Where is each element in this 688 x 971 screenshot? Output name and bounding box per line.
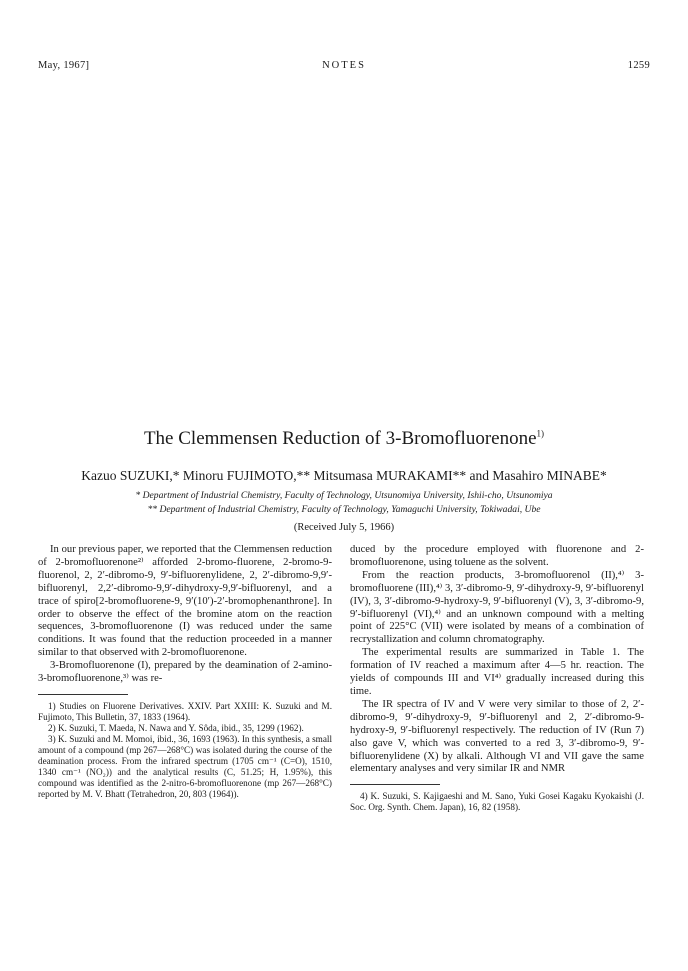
- body-paragraph: duced by the procedure employed with fluorenone and 2-bromofluorenone, using toluene as the solvent.: [350, 544, 644, 568]
- right-column: [350, 544, 644, 813]
- footnote: 3) K. Suzuki and M. Momoi, ibid., 36, 1693 (1963). In this synthesis, a small amount of a compound (mp 267—268°C) was isolated during the course of the deamination process. From the infrared spectrum (1705 cm⁻¹ (C=O), 1510, 1340 cm⁻¹ (NO₂)) and the analytical results (C, 51.25; H, 1.95%), this compound was identified as the 2-nitro-6-bromofluorenone (mp 267—268°C) reported by M. V. Bhatt (Tetrahedron, 20, 803 (1964)).: [38, 733, 332, 799]
- footnotes-right: [350, 791, 644, 813]
- body-paragraph: From the reaction products, 3-bromofluorenol (II),⁴⁾ 3-bromofluorene (III),⁴⁾ 3, 3′-dibromo-9, 9′-dihydroxy-9, 9′-bifluorenyl (IV), 3, 3′-dibromo-9-hydroxy-9, 9′-bifluorenyl (V), 3, 3′-dibromo-9, 9′-bifluorenyl (VI),⁴⁾ and an unknown compound with a melting point of 225°C (VII) were isolated by means of a combination of recrystallization and column chromatography.: [350, 569, 644, 646]
- body-paragraph: The experimental results are summarized in Table 1. The formation of IV reached a maximum after 4—5 hr. reaction. The yields of compounds III and VI⁴⁾ gradually increased during this time.: [350, 647, 644, 697]
- footnote: 1) Studies on Fluorene Derivatives. XXIV. Part XXIII: K. Suzuki and M. Fujimoto, This Bulletin, 37, 1833 (1964).: [38, 700, 332, 722]
- footnote: 4) K. Suzuki, S. Kajigaeshi and M. Sano, Yuki Gosei Kagaku Kyokaishi (J. Soc. Org. Synth. Chem. Japan), 16, 82 (1958).: [350, 791, 644, 813]
- body-paragraph: The IR spectra of IV and V were very similar to those of 2, 2′-dibromo-9, 9′-dihydroxy-9, 9′-bifluorenyl and 2, 2′-dibromo-9-hydroxy-9, 9′-bifluorenyl respectively. The reduction of IV (Run 7) also gave V, which was converted to a red 3, 3′-dibromo-9, 9′-bifluorenylidene (X) by alkali. Although VI and VII gave the same elementary analyses and very similar IR and NMR: [350, 698, 644, 775]
- received-date: (Received July 5, 1966): [293, 522, 395, 533]
- title-text: The Clemmensen Reduction of 3-Bromofluorenone: [143, 428, 537, 449]
- footnote-divider: [38, 694, 128, 695]
- affiliation-utsunomiya: * Department of Industrial Chemistry, Faculty of Technology, Utsunomiya University, Ishii-cho, Utsunomiya: [135, 490, 553, 501]
- article-title: [0, 428, 688, 450]
- body-paragraph: In our previous paper, we reported that the Clemmensen reduction of 2-bromofluorenone²⁾ afforded 2-bromo-fluorene, 2-bromo-9-fluorenol, 2, 2′-dibromo-9, 9′-bifluorenylidene, 2, 2′-dibromo-9,9′-bifluorenyl, 2,2′-dibromo-9,9′-dihydroxy-9,9′-bifluorenyl, and a trace of spiro[2-bromofluorene-9, 9′(10′)-2′-bromophenanthrone]. In order to observe the effect of the bromine atom on the reaction sequences, 3-bromofluorenone (I) was reduced under the same conditions. It was found that the reduction proceeded in a manner similar to that observed with 2-bromofluorenone.: [38, 544, 332, 659]
- left-column: [38, 544, 332, 800]
- page-number: 1259: [627, 60, 650, 71]
- author-list: Kazuo SUZUKI,* Minoru FUJIMOTO,** Mitsumasa MURAKAMI** and Masahiro MINABE*: [81, 468, 607, 483]
- running-header-date: May, 1967]: [38, 60, 90, 71]
- footnote-divider: [350, 784, 440, 785]
- affiliation-yamaguchi: ** Department of Industrial Chemistry, Faculty of Technology, Yamaguchi University, Tokiwadai, Ube: [147, 504, 541, 515]
- running-header-section: NOTES: [322, 60, 366, 71]
- title-footnote-ref: 1): [536, 428, 545, 439]
- footnotes-left: [38, 701, 332, 800]
- footnote: 2) K. Suzuki, T. Maeda, N. Nawa and Y. Sôda, ibid., 35, 1299 (1962).: [48, 722, 304, 733]
- body-paragraph: 3-Bromofluorenone (I), prepared by the deamination of 2-amino-3-bromofluorenone,³⁾ was re-: [38, 660, 332, 685]
